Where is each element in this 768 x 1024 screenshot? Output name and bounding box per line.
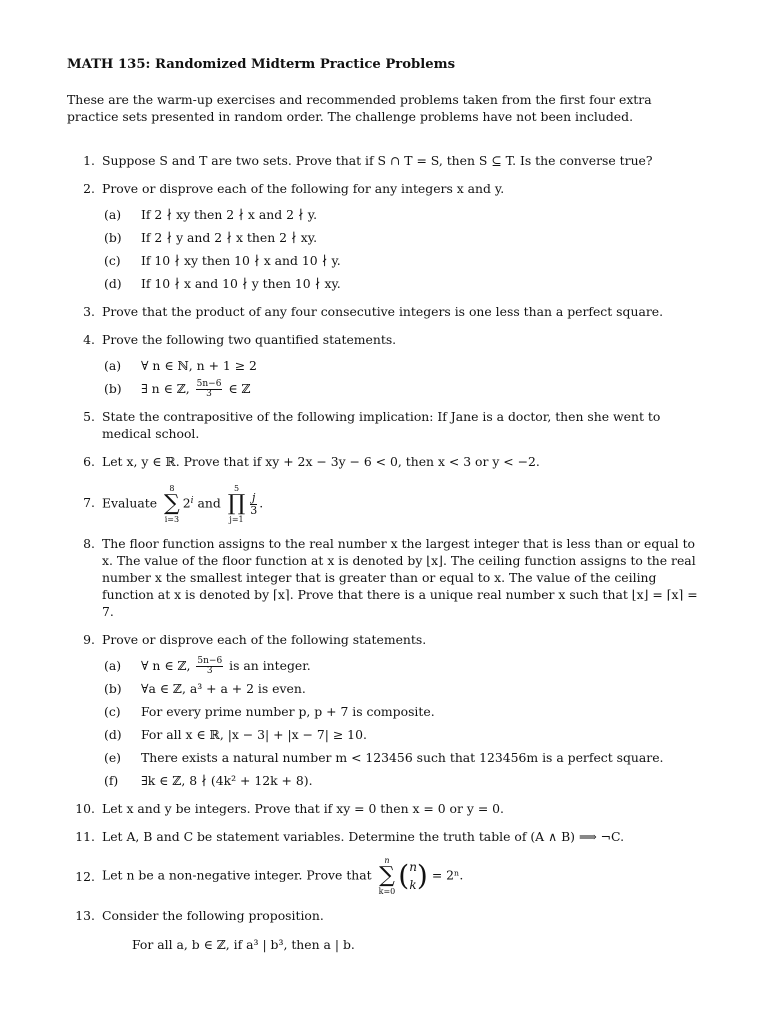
subproblem-list bbox=[102, 357, 703, 397]
sub-label: (e) bbox=[104, 750, 122, 765]
problem-4 bbox=[67, 331, 703, 397]
problem-10 bbox=[67, 800, 703, 817]
sum-lower: i=3 bbox=[164, 515, 180, 524]
sub-text-pre: ∀ n ∈ ℤ, bbox=[141, 658, 191, 673]
document-page bbox=[67, 56, 703, 964]
sub-label: (c) bbox=[104, 253, 121, 268]
subproblem-d bbox=[104, 275, 703, 292]
subproblem-a bbox=[104, 657, 703, 674]
sub-text: If 2 ∤ y and 2 ∤ x then 2 ∤ xy. bbox=[141, 230, 318, 245]
product bbox=[228, 484, 246, 524]
sub-text-post: is an integer. bbox=[229, 658, 311, 673]
sub-text: ∃k ∈ ℤ, 8 ∤ (4k² + 12k + 8). bbox=[141, 773, 313, 788]
prod-upper: 5 bbox=[233, 484, 240, 493]
binomial-bottom: k bbox=[409, 878, 417, 892]
sub-text-post: ∈ ℤ bbox=[228, 381, 251, 396]
sigma-symbol: ∑ bbox=[379, 863, 395, 888]
subproblem-c bbox=[104, 703, 703, 720]
subproblem-a bbox=[104, 206, 703, 223]
fraction-denominator: 3 bbox=[206, 666, 213, 676]
problem-3 bbox=[67, 303, 703, 320]
period: . bbox=[259, 495, 264, 511]
problem-11 bbox=[67, 828, 703, 845]
sub-text: If 10 ∤ xy then 10 ∤ x and 10 ∤ y. bbox=[141, 253, 341, 268]
sigma-symbol: ∑ bbox=[164, 491, 180, 516]
binomial-close-paren: ) bbox=[416, 859, 428, 892]
problem-number: 1. bbox=[83, 153, 95, 168]
subproblem-list bbox=[102, 657, 703, 789]
sub-text: ∀a ∈ ℤ, a³ + a + 2 is even. bbox=[141, 681, 306, 696]
subproblem-e bbox=[104, 749, 703, 766]
sub-label: (b) bbox=[104, 230, 122, 245]
problem-number: 6. bbox=[83, 454, 95, 469]
fraction-numerator: 5n−6 bbox=[197, 656, 223, 666]
subproblem-b bbox=[104, 680, 703, 697]
sub-label: (b) bbox=[104, 681, 122, 696]
proposition-statement: For all a, b ∈ ℤ, if a³ | b³, then a | b. bbox=[132, 937, 355, 952]
binomial-coefficient bbox=[409, 858, 417, 894]
problem-text-post: = 2ⁿ. bbox=[431, 867, 464, 883]
intro-paragraph: These are the warm-up exercises and recommended problems taken from the first four extra practice sets presented in random order. The challenge problems have not been included. bbox=[67, 92, 652, 124]
sum-upper: 8 bbox=[169, 484, 175, 493]
problem-number: 2. bbox=[83, 181, 95, 196]
sum-upper: n bbox=[384, 856, 390, 865]
problem-5 bbox=[67, 408, 703, 442]
sub-text: For all x ∈ ℝ, |x − 3| + |x − 7| ≥ 10. bbox=[141, 727, 367, 742]
problem-text: Let x and y be integers. Prove that if xy = 0 then x = 0 or y = 0. bbox=[102, 801, 504, 816]
sub-label: (a) bbox=[104, 207, 122, 222]
subproblem-b bbox=[104, 380, 703, 397]
fraction bbox=[196, 657, 223, 676]
sub-label: (a) bbox=[104, 658, 122, 673]
problem-number: 3. bbox=[83, 304, 95, 319]
problem-6 bbox=[67, 453, 703, 470]
problem-text: Prove that the product of any four consecutive integers is one less than a perfect square. bbox=[102, 304, 664, 319]
problem-text: Consider the following proposition. bbox=[102, 908, 324, 923]
subproblem-c bbox=[104, 252, 703, 269]
fraction-denominator: 3 bbox=[206, 389, 212, 399]
fraction-denominator: 3 bbox=[250, 503, 258, 517]
sub-label: (c) bbox=[104, 704, 121, 719]
problem-7 bbox=[67, 484, 703, 524]
binomial-open-paren: ( bbox=[398, 859, 410, 892]
subproblem-f bbox=[104, 772, 703, 789]
fraction-numerator: 5n−6 bbox=[196, 379, 222, 389]
term-base: 2 bbox=[182, 495, 191, 511]
sub-text: ∀ n ∈ ℕ, n + 1 ≥ 2 bbox=[141, 358, 257, 373]
sub-text: If 2 ∤ xy then 2 ∤ x and 2 ∤ y. bbox=[141, 207, 318, 222]
problem-number: 5. bbox=[83, 409, 95, 424]
summation bbox=[379, 856, 396, 896]
problem-number: 11. bbox=[75, 829, 95, 844]
problem-text: Suppose S and T are two sets. Prove that if S ∩ T = S, then S ⊆ T. Is the converse true? bbox=[102, 153, 653, 168]
subproblem-list bbox=[102, 206, 703, 292]
problem-2 bbox=[67, 180, 703, 292]
problem-text: Prove or disprove each of the following for any integers x and y. bbox=[102, 181, 505, 196]
problem-text: State the contrapositive of the following implication: If Jane is a doctor, then she went to medical school. bbox=[102, 409, 661, 441]
fraction-numerator: j bbox=[252, 490, 256, 504]
problem-number: 4. bbox=[83, 332, 95, 347]
and-word: and bbox=[197, 495, 221, 511]
fraction bbox=[250, 492, 257, 517]
sub-label: (d) bbox=[104, 276, 122, 291]
problem-number: 13. bbox=[75, 908, 95, 923]
problem-text-pre: Let n be a non-negative integer. Prove that bbox=[102, 867, 372, 883]
problem-1 bbox=[67, 152, 703, 169]
sub-text-pre: ∃ n ∈ ℤ, bbox=[141, 381, 190, 396]
subproblem-b bbox=[104, 229, 703, 246]
term-exponent: i bbox=[190, 495, 194, 506]
problem-9 bbox=[67, 631, 703, 789]
problem-13 bbox=[67, 907, 703, 953]
sub-text: There exists a natural number m < 123456 such that 123456m is a perfect square. bbox=[141, 750, 664, 765]
problem-text: Prove or disprove each of the following statements. bbox=[102, 632, 427, 647]
problem-text-pre: Evaluate bbox=[102, 495, 158, 511]
sub-label: (a) bbox=[104, 358, 122, 373]
problem-12 bbox=[67, 856, 703, 896]
problem-number: 9. bbox=[83, 632, 95, 647]
sub-label: (f) bbox=[104, 773, 119, 788]
problem-text: The floor function assigns to the real number x the largest integer that is less than or equal to x. The value of the floor function at x is denoted by ⌊x⌋. The ceiling function assigns to the real number x the smallest integer that is greater than or equal to x. The value of the ceiling function at x is denoted by ⌈x⌉. Prove that there is a unique real number x such that ⌊x⌋ = ⌈x⌉ = 7. bbox=[102, 536, 698, 619]
problem-text: Prove the following two quantified statements. bbox=[102, 332, 397, 347]
problem-number: 8. bbox=[83, 536, 95, 551]
problem-text: Let A, B and C be statement variables. Determine the truth table of (A ∧ B) ⟹ ¬C. bbox=[102, 829, 625, 844]
sub-label: (d) bbox=[104, 727, 122, 742]
sub-label: (b) bbox=[104, 381, 122, 396]
problem-text: Let x, y ∈ ℝ. Prove that if xy + 2x − 3y − 6 < 0, then x < 3 or y < −2. bbox=[102, 454, 540, 469]
problem-number: 7. bbox=[83, 495, 95, 510]
sub-text: For every prime number p, p + 7 is composite. bbox=[141, 704, 435, 719]
problem-number: 12. bbox=[75, 869, 95, 884]
binomial-top: n bbox=[409, 860, 417, 874]
sum-lower: k=0 bbox=[378, 887, 396, 896]
subproblem-a bbox=[104, 357, 703, 374]
pi-symbol: ∏ bbox=[227, 491, 246, 516]
fraction bbox=[196, 380, 223, 399]
summation bbox=[164, 484, 180, 524]
subproblem-d bbox=[104, 726, 703, 743]
sub-text: If 10 ∤ x and 10 ∤ y then 10 ∤ xy. bbox=[141, 276, 341, 291]
prod-lower: j=1 bbox=[229, 515, 244, 524]
problem-8 bbox=[67, 535, 703, 620]
problem-number: 10. bbox=[75, 801, 95, 816]
page-title: MATH 135: Randomized Midterm Practice Problems bbox=[67, 57, 456, 72]
